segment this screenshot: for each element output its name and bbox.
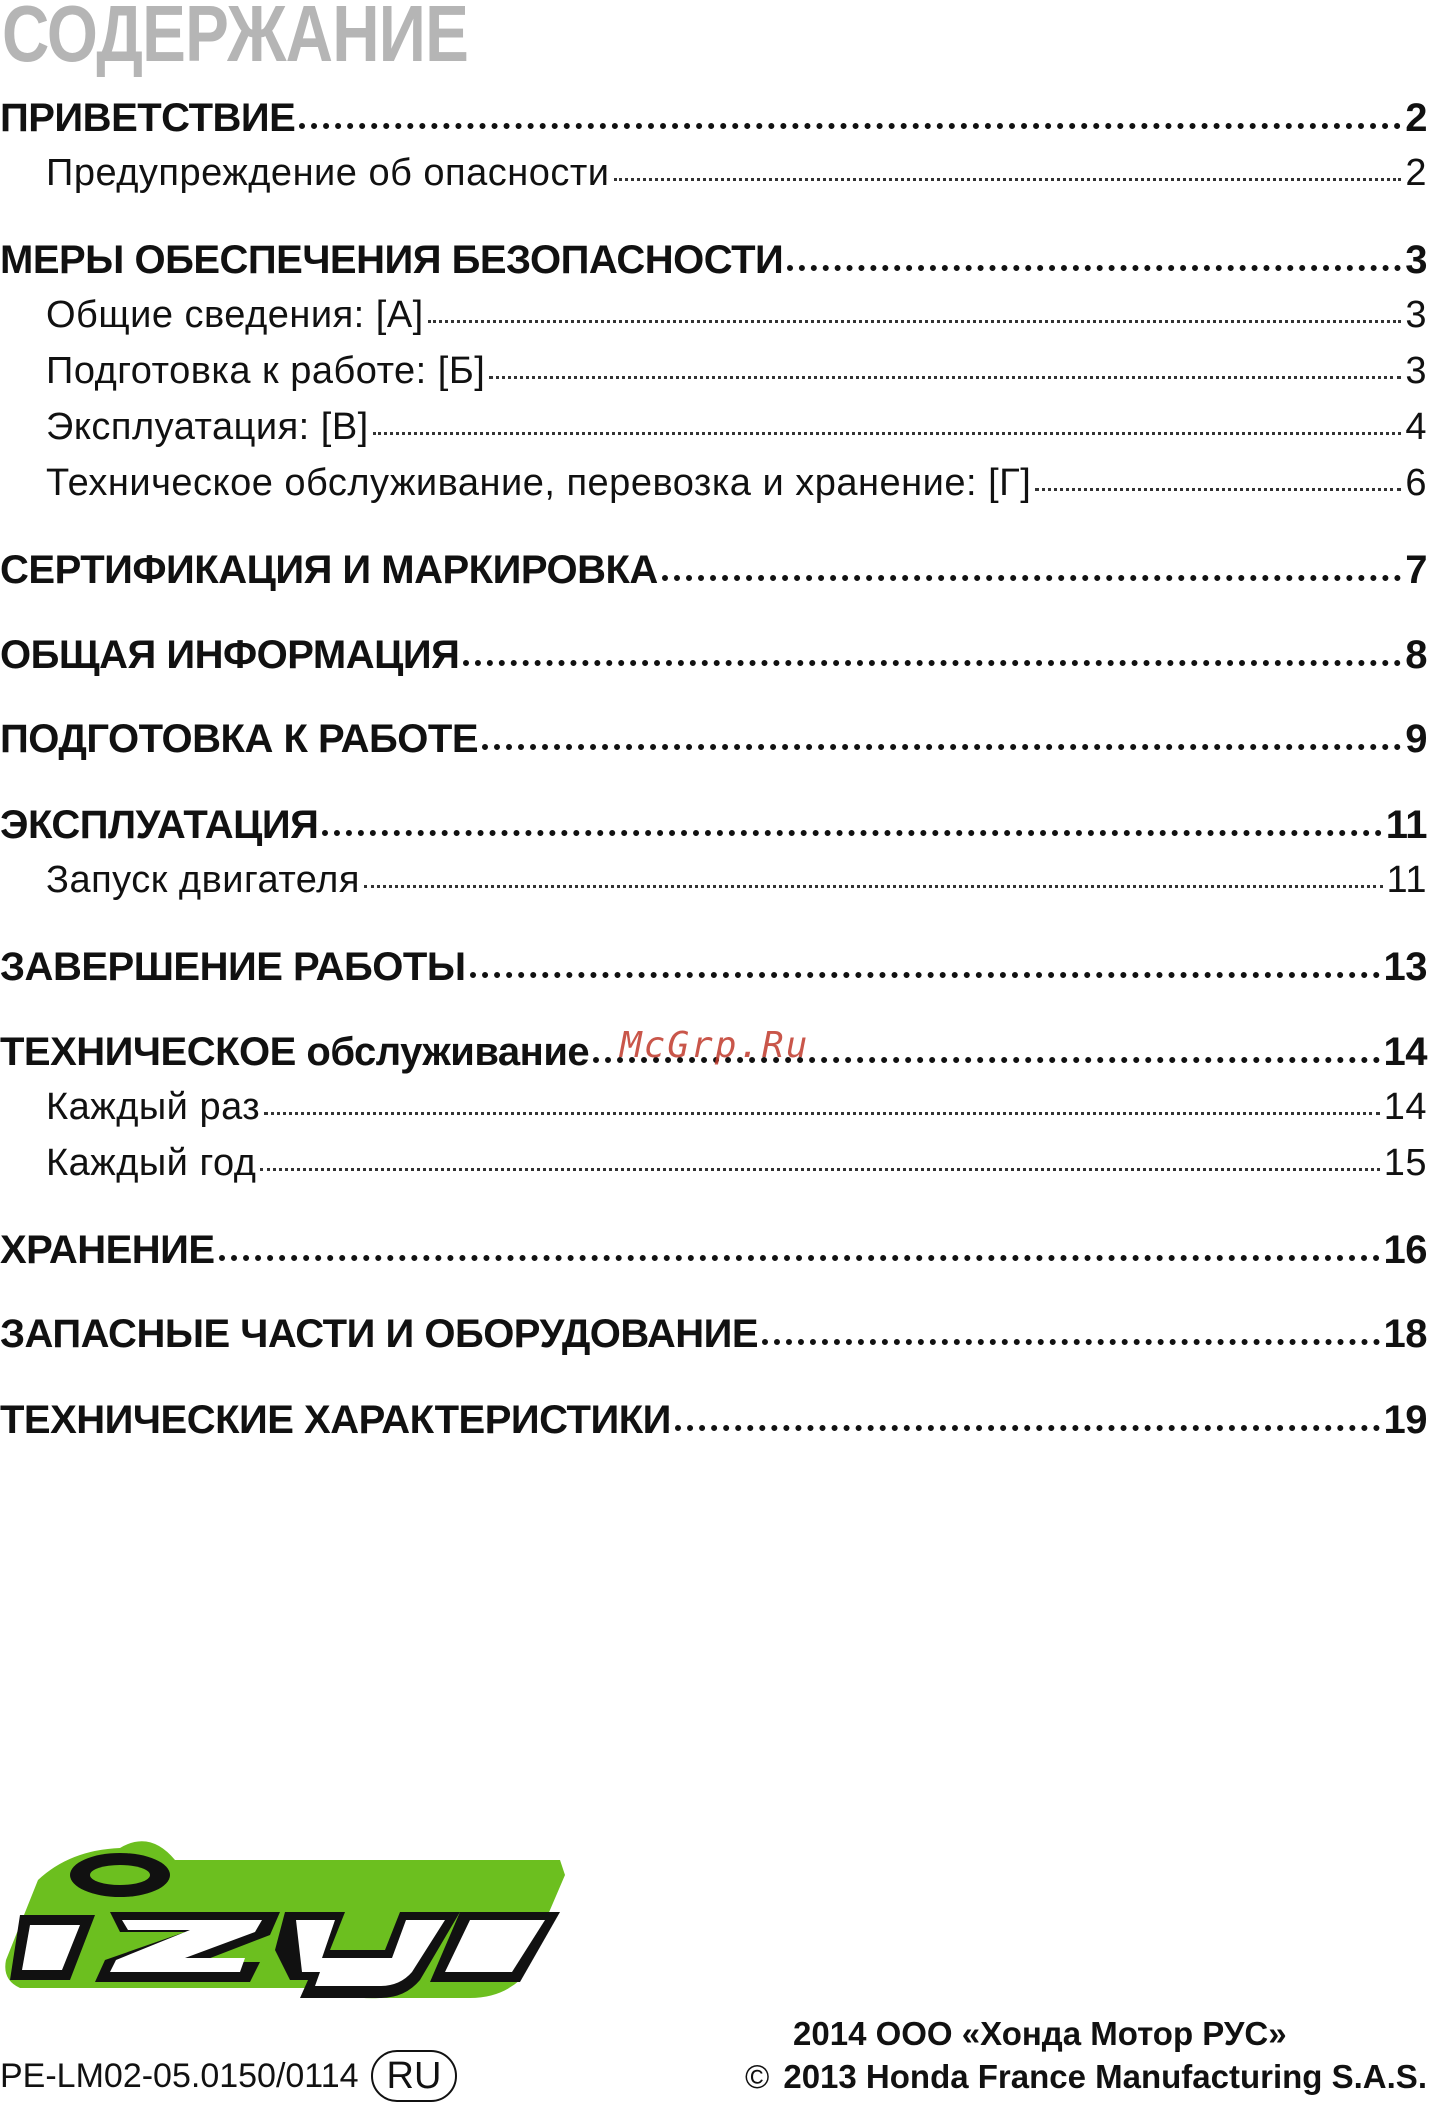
toc-entry-line	[0, 712, 1427, 764]
toc-entry	[0, 457, 1429, 507]
toc-entry-page: 9	[1405, 717, 1427, 761]
toc-entry-title: ОБЩАЯ ИНФОРМАЦИЯ	[0, 633, 460, 677]
toc-entry-line	[0, 1393, 1427, 1445]
toc-entry	[0, 401, 1429, 451]
toc-entry-page: 3	[1405, 238, 1427, 282]
toc-entry-title: Общие сведения: [А]	[46, 294, 424, 336]
toc-entry-title: Запуск двигателя	[46, 859, 360, 901]
toc-entry-title: Предупреждение об опасности	[46, 152, 610, 194]
toc-leader-dots	[1035, 457, 1401, 495]
toc-entry-page: 2	[1405, 152, 1427, 194]
toc-entry-line	[46, 345, 1427, 396]
toc-entry-line	[46, 401, 1427, 452]
toc-leader-dots	[264, 1081, 1379, 1119]
toc-entry-page: 18	[1383, 1312, 1427, 1356]
toc-entry	[0, 712, 1429, 762]
toc-leader-dots	[470, 940, 1380, 980]
toc-entry-page: 4	[1405, 406, 1427, 448]
toc-leader-dots	[219, 1223, 1380, 1263]
toc-entry-title: ПРИВЕТСТВИЕ	[0, 96, 296, 140]
toc-entry	[0, 1137, 1429, 1187]
toc-entry-page: 15	[1383, 1142, 1427, 1184]
watermark: McGrp.Ru	[620, 1025, 810, 1066]
toc-entry-page: 14	[1383, 1030, 1427, 1074]
toc-entry-line	[46, 289, 1427, 340]
toc-entry-page: 19	[1383, 1398, 1427, 1442]
toc-entry-title: Каждый раз	[46, 1086, 261, 1128]
toc-entry-line	[46, 854, 1427, 905]
toc-entry-page: 3	[1405, 294, 1427, 336]
toc-entry-title: МЕРЫ ОБЕСПЕЧЕНИЯ БЕЗОПАСНОСТИ	[0, 238, 784, 282]
toc-entry-line	[0, 543, 1427, 595]
toc-entry-line	[0, 233, 1427, 285]
toc-entry-page: 14	[1383, 1086, 1427, 1128]
toc-entry-page: 8	[1405, 633, 1427, 677]
toc-entry	[0, 1223, 1429, 1273]
toc-leader-dots	[299, 91, 1401, 131]
toc-entry-line	[0, 1223, 1427, 1275]
toc-entry	[0, 233, 1429, 283]
toc-leader-dots	[489, 345, 1401, 383]
toc-entry-page: 11	[1386, 859, 1427, 901]
toc-entry	[0, 147, 1429, 197]
toc-entry-title: Каждый год	[46, 1142, 257, 1184]
toc-entry-title: Техническое обслуживание, перевозка и хранение: [Г]	[46, 462, 1032, 504]
copyright-line-1: 2014 ООО «Хонда Мотор РУС»	[793, 2015, 1287, 2052]
toc-entry-line	[46, 1081, 1427, 1132]
toc-leader-dots	[463, 628, 1401, 668]
toc-entry-line	[46, 457, 1427, 508]
toc-entry-title: ПОДГОТОВКА К РАБОТЕ	[0, 717, 478, 761]
toc-leader-dots	[482, 712, 1401, 752]
toc-entry-page: 13	[1383, 945, 1427, 989]
copyright-block	[745, 2012, 1427, 2098]
toc-entry-title: Эксплуатация: [В]	[46, 406, 369, 448]
toc-entry	[0, 289, 1429, 339]
toc-leader-dots	[675, 1393, 1380, 1433]
toc-entry-line	[46, 1137, 1427, 1188]
toc-entry-page: 2	[1405, 96, 1427, 140]
toc-entry-line	[0, 1307, 1427, 1359]
toc-entry	[0, 940, 1429, 990]
copyright-symbol: ©	[745, 2058, 770, 2095]
toc-entry-title: ТЕХНИЧЕСКОЕ обслуживание	[0, 1030, 590, 1074]
toc-entry	[0, 91, 1429, 141]
toc-entry-line	[0, 798, 1427, 850]
toc-entry	[0, 1393, 1429, 1443]
izy-logo-graphic	[0, 1820, 570, 2010]
document-code-text: PE-LM02-05.0150/0114	[0, 2056, 359, 2095]
toc-entry-page: 11	[1385, 803, 1427, 847]
toc-entry-title: ЗАВЕРШЕНИЕ РАБОТЫ	[0, 945, 466, 989]
copyright-line-2: 2013 Honda France Manufacturing S.A.S.	[783, 2058, 1427, 2095]
document-code	[0, 2050, 457, 2102]
language-badge: RU	[371, 2050, 458, 2102]
toc-leader-dots	[373, 401, 1402, 439]
toc-entry	[0, 1081, 1429, 1131]
toc-entry-page: 3	[1405, 350, 1427, 392]
toc-leader-dots	[762, 1307, 1379, 1347]
copyright-line-2-wrap	[745, 2055, 1427, 2098]
toc-leader-dots	[260, 1137, 1379, 1175]
toc-entry-page: 7	[1405, 548, 1427, 592]
toc-entry-line	[0, 628, 1427, 680]
toc-leader-dots	[322, 798, 1381, 838]
toc-entry-title: ЭКСПЛУАТАЦИЯ	[0, 803, 319, 847]
toc-entry-title: Подготовка к работе: [Б]	[46, 350, 486, 392]
toc-leader-dots	[662, 543, 1401, 583]
izy-logo	[0, 1820, 570, 2010]
toc-entry	[0, 1307, 1429, 1357]
page-title: СОДЕРЖАНИЕ	[2, 0, 469, 78]
toc-entry	[0, 798, 1429, 848]
toc-entry-page: 6	[1405, 462, 1427, 504]
toc-entry-title: ТЕХНИЧЕСКИЕ ХАРАКТЕРИСТИКИ	[0, 1398, 671, 1442]
toc-entry-title: СЕРТИФИКАЦИЯ И МАРКИРОВКА	[0, 548, 658, 592]
toc-entry	[0, 628, 1429, 678]
toc-entry-line	[0, 940, 1427, 992]
toc-leader-dots	[614, 147, 1402, 185]
toc-leader-dots	[787, 233, 1401, 273]
toc-leader-dots	[364, 854, 1383, 892]
toc-entry-line	[46, 147, 1427, 198]
toc-entry	[0, 854, 1429, 904]
toc-entry	[0, 345, 1429, 395]
toc-entry-line	[0, 91, 1427, 143]
toc-entry-page: 16	[1383, 1228, 1427, 1272]
toc-entry	[0, 543, 1429, 593]
toc-leader-dots	[428, 289, 1402, 327]
toc-entry-title: ХРАНЕНИЕ	[0, 1228, 215, 1272]
toc-entry-title: ЗАПАСНЫЕ ЧАСТИ И ОБОРУДОВАНИЕ	[0, 1312, 759, 1356]
